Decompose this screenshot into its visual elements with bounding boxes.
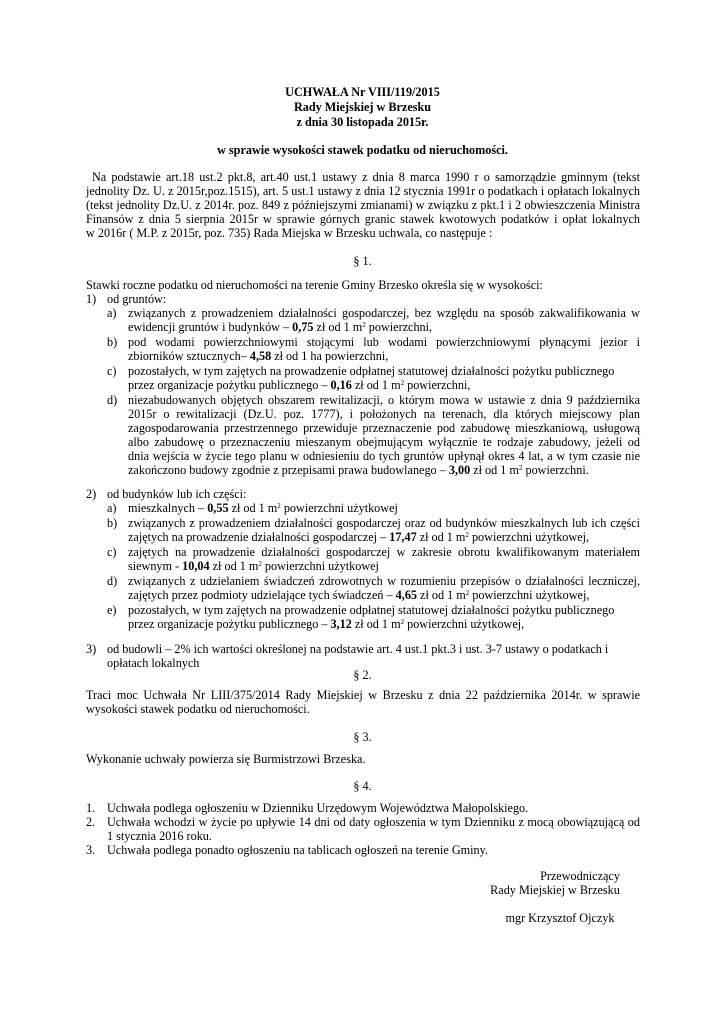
- preamble-line: Na podstawie art.18 ust.2 pkt.8, art.40 ust.1 ustawy z dnia 8 marca 1990 r o samorządzie gminnym (tekst: [92, 170, 640, 184]
- list-number: 3.: [86, 843, 96, 857]
- section-1-intro: Stawki roczne podatku od nieruchomości na terenie Gminy Brzesko określa się w wysokości:: [86, 278, 543, 292]
- building-residential-rate: mieszkalnych – 0,55 zł od 1 $m^2$ powierzchni użytkowej: [128, 501, 398, 515]
- point-number: 3): [86, 642, 97, 656]
- item-marker: b): [107, 335, 118, 349]
- land-water-rate: zbiorników sztucznych– 4,58 zł od 1 ha powierzchni,: [128, 349, 389, 363]
- building-seed-rate: siewnym - 10,04 zł od 1 $m^2$ powierzchni użytkowej: [128, 559, 379, 573]
- point-3-line: opłatach lokalnych: [107, 656, 200, 670]
- signature-name: mgr Krzysztof Ojczyk: [505, 911, 615, 925]
- section-3-text: Wykonanie uchwały powierza się Burmistrzowi Brzeska.: [86, 752, 366, 766]
- item-marker: c): [107, 545, 117, 559]
- section-4-heading: § 4.: [353, 779, 372, 793]
- rate-amount: 3,00: [448, 463, 471, 477]
- land-revitalization-rate: zakończono budowy zgodnie z przepisami prawa budowlanego – 3,00 zł od 1 $m^2$ powierzchni.: [128, 463, 589, 477]
- building-other-line: pozostałych, w tym zajętych na prowadzenie odpłatnej statutowej działalności pożytku publicznego: [128, 603, 615, 617]
- building-business-line: związanych z prowadzeniem działalności gospodarczej oraz od budynków mieszkalnych lub ich części: [128, 516, 640, 530]
- section-4-item: Uchwała wchodzi w życie po upływie 14 dni od daty ogłoszenia w tym Dzienniku z mocą obowiązującą od: [107, 815, 640, 829]
- land-revitalization-line: albo zabudowę o przeznaczeniu mieszanym obejmującym wyłącznie te rodzaje zabudowy, jeżeli od: [128, 435, 640, 449]
- section-2-line: wysokości stawek podatku od nieruchomości.: [86, 702, 310, 716]
- preamble-line: jednolity Dz. U. z 2015r,poz.1515), art. 5 ust.1 ustawy z dnia 12 stycznia 1991r o podatkach i opłatach lokalnych: [86, 184, 640, 198]
- point-3-line: od budowli – 2% ich wartości określonej na podstawie art. 4 ust.1 pkt.3 i ust. 3-7 ustawy o podatkach i: [107, 642, 609, 656]
- resolution-title: UCHWAŁA Nr VIII/119/2015: [285, 85, 440, 99]
- building-seed-line: zajętych na prowadzenie działalności gospodarczej w zakresie obrotu kwalifikowanym materiałem: [128, 545, 640, 559]
- item-marker: d): [107, 574, 118, 588]
- rate-amount: 4,65: [395, 588, 417, 602]
- section-4-item: Uchwała podlega ponadto ogłoszeniu na tablicach ogłoszeń na terenie Gminy.: [107, 843, 488, 857]
- signature-council: Rady Miejskiej w Brzesku: [490, 883, 620, 897]
- point-2-label: od budynków lub ich części:: [107, 487, 247, 501]
- section-1-heading: § 1.: [353, 254, 372, 268]
- land-other-line: pozostałych, w tym zajętych na prowadzenie odpłatnej statutowej działalności pożytku publicznego: [128, 364, 615, 378]
- point-number: 2): [86, 487, 97, 501]
- council-name: Rady Miejskiej w Brzesku: [293, 100, 432, 114]
- rate-amount: 0,16: [330, 378, 352, 392]
- land-revitalization-line: niezabudowanych objętych obszarem rewitalizacji, o którym mowa w ustawie z dnia 9 października: [128, 393, 640, 407]
- land-revitalization-line: 2015r o rewitalizacji (Dz.U. poz. 1777), i położonych na terenach, dla których miejscowy plan: [128, 407, 640, 421]
- rate-amount: 10,04: [182, 559, 210, 573]
- resolution-date: z dnia 30 listopada 2015r.: [296, 115, 429, 129]
- item-marker: a): [107, 306, 117, 320]
- land-revitalization-line: zagospodarowania przestrzennego przewiduje przeznaczenie pod zabudowę mieszkaniową, usługową: [128, 421, 640, 435]
- item-marker: b): [107, 516, 118, 530]
- preamble-line: w 2016r ( M.P. z 2015r, poz. 735) Rada Miejska w Brzesku uchwala, co następuje :: [86, 226, 493, 240]
- section-2-line: Traci moc Uchwała Nr LIII/375/2014 Rady Miejskiej w Brzesku z dnia 22 października 2014r. w sprawie: [86, 688, 640, 702]
- land-business-line: związanych z prowadzeniem działalności gospodarczej, bez względu na sposób zakwalifikowania w: [128, 306, 640, 320]
- section-4-item: 1 stycznia 2016 roku.: [107, 829, 212, 843]
- rate-amount: 0,75: [292, 320, 314, 334]
- point-number: 1): [86, 292, 97, 306]
- land-water-line: pod wodami powierzchniowymi stojącymi lub wodami powierzchniowymi płynącymi jezior i: [128, 335, 640, 349]
- list-number: 2.: [86, 815, 96, 829]
- land-business-rate: ewidencji gruntów i budynków – 0,75 zł od 1 $m^2$ powierzchni,: [128, 320, 433, 334]
- land-other-rate: przez organizacje pożytku publicznego – 0,16 zł od 1 $m^2$ powierzchni,: [128, 378, 471, 392]
- land-revitalization-line: dnia wejścia w życie tego planu w odniesieniu do tych gruntów upłynął okres 4 lat, a w tym czasie nie: [128, 449, 640, 463]
- rate-amount: 3,12: [330, 617, 352, 631]
- section-2-heading: § 2.: [353, 668, 372, 682]
- signature-role: Przewodniczący: [540, 869, 620, 883]
- building-business-rate: zajętych na prowadzenie działalności gospodarczej – 17,47 zł od 1 $m^2$ powierzchni użytkowej,: [128, 530, 590, 544]
- item-marker: c): [107, 364, 117, 378]
- item-marker: a): [107, 501, 117, 515]
- rate-amount: 0,55: [207, 501, 229, 515]
- section-3-heading: § 3.: [353, 730, 372, 744]
- rate-amount: 4,58: [249, 349, 272, 363]
- item-marker: e): [107, 603, 117, 617]
- item-marker: d): [107, 393, 118, 407]
- building-health-rate: zajętych przez podmioty udzielające tych świadczeń – 4,65 zł od 1 $m^2$ powierzchni użytkowej,: [128, 588, 590, 602]
- resolution-subject: w sprawie wysokości stawek podatku od nieruchomości.: [217, 143, 508, 157]
- section-4-item: Uchwała podlega ogłoszeniu w Dzienniku Urzędowym Województwa Małopolskiego.: [107, 801, 529, 815]
- preamble-line: (tekst jednolity Dz.U. z 2014r. poz. 849 z późniejszymi zmianami) w związku z pkt.1 i 2 obwieszczenia Ministra: [86, 198, 640, 212]
- preamble-line: Finansów z dnia 5 sierpnia 2015r w sprawie górnych granic stawek kwotowych podatków i opłat lokalnych: [86, 212, 640, 226]
- point-1-label: od gruntów:: [107, 292, 167, 306]
- building-health-line: związanych z udzielaniem świadczeń zdrowotnych w rozumieniu przepisów o działalności leczniczej,: [128, 574, 640, 588]
- list-number: 1.: [86, 801, 96, 815]
- rate-amount: 17,47: [389, 530, 417, 544]
- building-other-rate: przez organizacje pożytku publicznego – 3,12 zł od 1 $m^2$ powierzchni użytkowej,: [128, 617, 525, 631]
